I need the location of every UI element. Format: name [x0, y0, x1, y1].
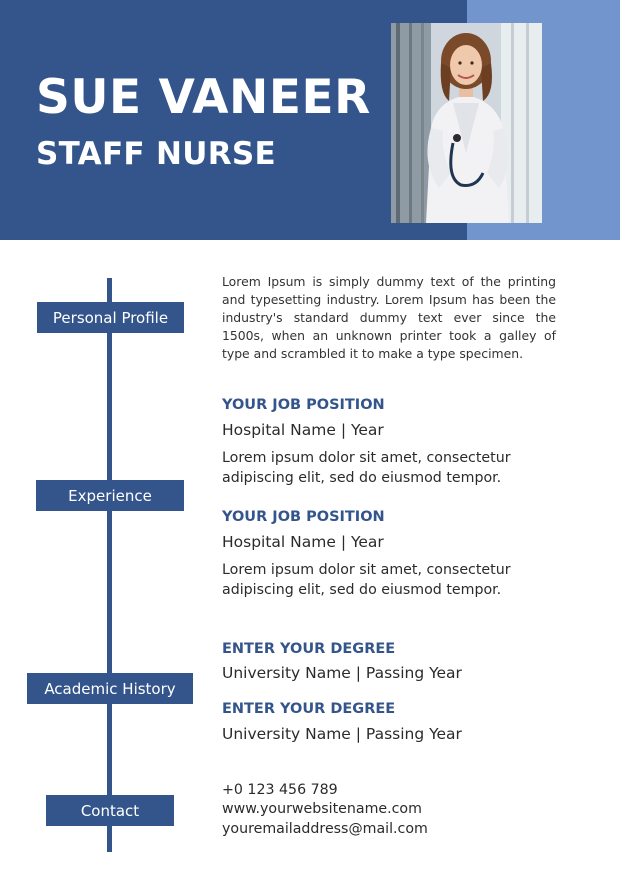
academic-1-university: University Name | Passing Year — [222, 664, 462, 682]
experience-1-position: YOUR JOB POSITION — [222, 397, 385, 413]
experience-1-description: Lorem ipsum dolor sit amet, consectetur adipiscing elit, sed do eiusmod tempor. — [222, 450, 511, 486]
job-title: STAFF NURSE — [36, 136, 276, 172]
section-label-personal-profile: Personal Profile — [37, 302, 184, 333]
contact-website: www.yourwebsitename.com — [222, 801, 422, 817]
section-label-experience: Experience — [36, 480, 184, 511]
section-label-academic-history: Academic History — [27, 673, 193, 704]
profile-summary: Lorem Ipsum is simply dummy text of the printing and typesetting industry. Lorem Ipsum has been the industry's standard dummy text ever since the 1500s, when an unknown printer took a galley of type and scrambled it to make a type specimen. — [222, 274, 556, 361]
profile-photo — [391, 23, 542, 223]
timeline-line — [107, 278, 112, 852]
contact-phone: +0 123 456 789 — [222, 782, 338, 798]
academic-1-degree: ENTER YOUR DEGREE — [222, 641, 396, 657]
experience-2-description: Lorem ipsum dolor sit amet, consectetur adipiscing elit, sed do eiusmod tempor. — [222, 562, 511, 598]
experience-1-hospital: Hospital Name | Year — [222, 421, 384, 439]
section-label-contact: Contact — [46, 795, 174, 826]
experience-2-position: YOUR JOB POSITION — [222, 509, 385, 525]
experience-2-hospital: Hospital Name | Year — [222, 533, 384, 551]
contact-email: youremailaddress@mail.com — [222, 821, 428, 837]
candidate-name: SUE VANEER — [36, 70, 371, 125]
academic-2-university: University Name | Passing Year — [222, 725, 462, 743]
academic-2-degree: ENTER YOUR DEGREE — [222, 701, 396, 717]
